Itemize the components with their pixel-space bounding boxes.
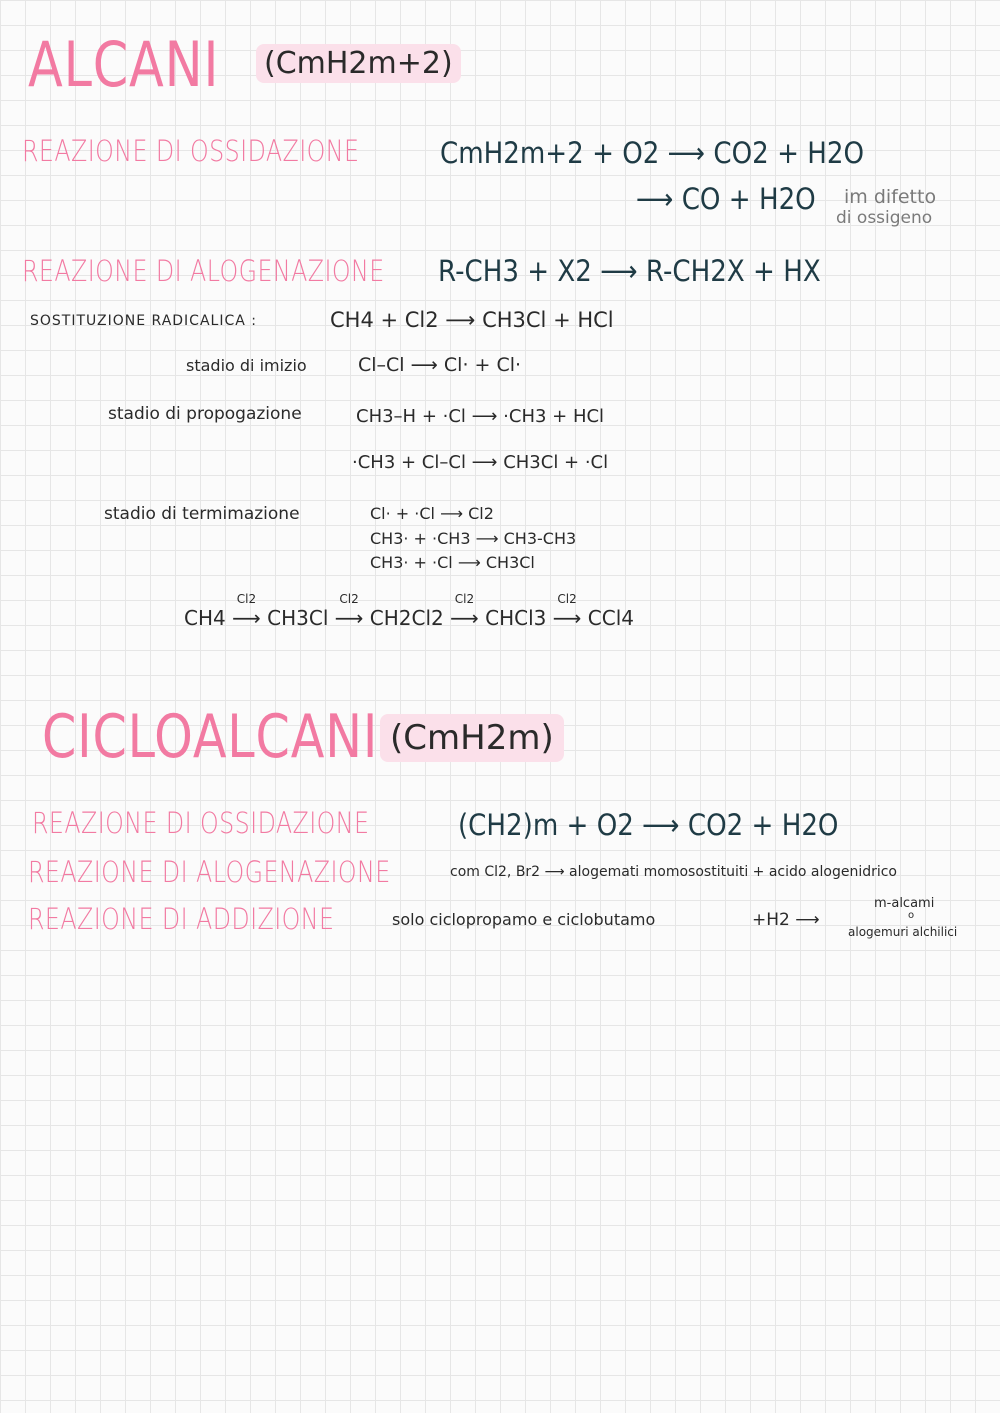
label-alogenazione-alcani: REAZIONE DI ALOGENAZIONE [22,254,385,288]
chain-arrow-2-label: Cl2 [339,592,359,606]
eq-stadio-terminazione-2: CH3· + ·CH3 ⟶ CH3-CH3 [370,529,577,548]
note-difetto-line2: di ossigeno [836,208,933,228]
chain-ch2cl2: CH2Cl2 [369,606,444,630]
eq-alogenazione-alcani: R-CH3 + X2 ⟶ R-CH2X + HX [438,254,821,288]
chain-arrow-1-label: Cl2 [236,592,257,606]
reagent-h2: +H2 ⟶ [752,910,820,930]
eq-stadio-terminazione-1: Cl· + ·Cl ⟶ Cl2 [370,504,494,523]
chain-arrow-4-label: Cl2 [557,592,577,606]
eq-ossidazione-alcani-2: ⟶ CO + H2O [636,182,816,216]
label-sostituzione-radicalica: SOSTITUZIONE RADICALICA : [30,313,257,329]
eq-stadio-inizio: Cl–Cl ⟶ Cl· + Cl· [358,354,522,376]
label-stadio-propagazione: stadio di propogazione [108,404,302,424]
eq-ossidazione-alcani-1: CmH2m+2 + O2 ⟶ CO2 + H2O [440,136,865,170]
eq-sostituzione-radicalica: CH4 + Cl2 ⟶ CH3Cl + HCl [330,308,614,332]
label-addizione-cicloalcani: REAZIONE DI ADDIZIONE [28,902,335,936]
product-or: o [908,910,915,921]
title-alcani: ALCANI [28,28,220,101]
chain-arrow-1: Cl2 ⟶ [232,592,261,630]
chain-ccl4: CCl4 [587,606,634,630]
product-alogenuri-alchilici: alogemuri alchilici [848,925,958,939]
label-alogenazione-cicloalcani: REAZIONE DI ALOGENAZIONE [28,855,391,889]
label-stadio-inizio: stadio di imizio [186,356,307,375]
text-addizione-cicloalcani: solo ciclopropamo e ciclobutamo [392,910,656,929]
eq-alogenazione-cicloalcani: com Cl2, Br2 ⟶ alogemati momosostituiti + acido alogenidrico [450,864,898,880]
label-ossidazione-cicloalcani: REAZIONE DI OSSIDAZIONE [32,806,370,840]
eq-stadio-terminazione-3: CH3· + ·Cl ⟶ CH3Cl [370,553,535,572]
label-stadio-terminazione: stadio di termimazione [104,504,300,524]
chain-chlorination [184,592,634,630]
product-n-alcani: m-alcami [874,896,935,911]
chain-chcl3: CHCl3 [485,606,547,630]
chain-arrow-3: Cl2 ⟶ [450,592,479,630]
eq-stadio-propagazione-1: CH3–H + ·Cl ⟶ ·CH3 + HCl [356,406,605,427]
note-difetto-line1: im difetto [844,186,937,208]
chain-arrow-2: Cl2 ⟶ [334,592,364,630]
formula-alcani: (CmH2m+2) [256,44,461,83]
eq-ossidazione-cicloalcani: (CH2)m + O2 ⟶ CO2 + H2O [458,808,839,842]
chain-ch3cl: CH3Cl [267,606,329,630]
eq-stadio-propagazione-2: ·CH3 + Cl–Cl ⟶ CH3Cl + ·Cl [352,452,609,473]
chain-arrow-4: Cl2 ⟶ [552,592,582,630]
title-cicloalcani: CICLOALCANI [42,702,379,772]
chain-ch4: CH4 [184,606,226,630]
formula-cicloalcani: (CmH2m) [380,714,564,762]
chain-arrow-3-label: Cl2 [454,592,475,606]
label-ossidazione-alcani: REAZIONE DI OSSIDAZIONE [22,134,360,168]
